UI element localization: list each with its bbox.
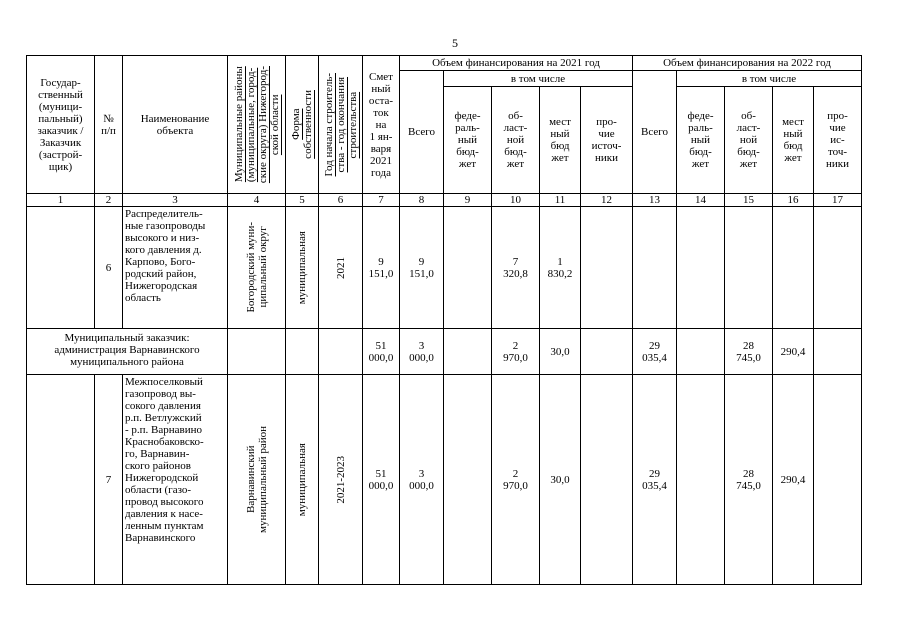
- header-ownership-text: Форма собственности: [290, 90, 314, 159]
- row-total-2022: [633, 207, 677, 329]
- table-row: [27, 207, 862, 329]
- header-federal-2022: феде- раль- ный бюд- жет: [677, 87, 725, 194]
- row-local-2022: 290,4: [773, 375, 814, 585]
- row-district-text: Варнавинский муниципальный район: [244, 426, 269, 533]
- col-number: 11: [540, 194, 581, 207]
- row-regional-2022: [725, 207, 773, 329]
- col-number: 2: [95, 194, 123, 207]
- row-regional-2022: 28 745,0: [725, 329, 773, 375]
- row-local-2022: 290,4: [773, 329, 814, 375]
- row-federal-2022: [677, 329, 725, 375]
- col-number: 6: [319, 194, 363, 207]
- row-customer: [27, 207, 95, 329]
- header-local-2022: мест ный бюд жет: [773, 87, 814, 194]
- row-customer-label: Муниципальный заказчик: администрация Варнавинского муниципального района: [27, 329, 228, 375]
- row-other-2021: [581, 375, 633, 585]
- header-total-2022: Всего: [633, 71, 677, 194]
- header-object-name: Наименование объекта: [123, 56, 228, 194]
- row-total-2021: 3 000,0: [400, 375, 444, 585]
- table-row-customer: [27, 329, 862, 375]
- header-row-1: [27, 56, 862, 71]
- row-regional-2022: 28 745,0: [725, 375, 773, 585]
- header-incl-2022: в том числе: [677, 71, 862, 87]
- row-ownership-text: муниципальная: [296, 230, 308, 305]
- header-num: № п/п: [95, 56, 123, 194]
- row-remaining: 9 151,0: [363, 207, 400, 329]
- header-regional-2021: об- ласт- ной бюд- жет: [492, 87, 540, 194]
- row-ownership-text: муниципальная: [296, 442, 308, 517]
- col-number: 17: [814, 194, 862, 207]
- col-number: 3: [123, 194, 228, 207]
- row-federal-2022: [677, 207, 725, 329]
- header-remaining: Смет ный оста- ток на 1 ян- варя 2021 года: [363, 56, 400, 194]
- row-other-2022: [814, 329, 862, 375]
- row-num: 6: [95, 207, 123, 329]
- header-years-text: Год начала строитель- ства - год окончания строительства: [322, 72, 359, 177]
- row-regional-2021: 2 970,0: [492, 329, 540, 375]
- row-total-2021: 9 151,0: [400, 207, 444, 329]
- row-total-2022: 29 035,4: [633, 329, 677, 375]
- row-num: 7: [95, 375, 123, 585]
- table-row: [27, 375, 862, 585]
- header-years: [319, 56, 363, 194]
- row-total-2021: 3 000,0: [400, 329, 444, 375]
- row-district: [228, 207, 286, 329]
- header-other-2022: про- чие ис- точ- ники: [814, 87, 862, 194]
- row-ownership: [286, 329, 319, 375]
- row-other-2021: [581, 207, 633, 329]
- row-federal-2021: [444, 375, 492, 585]
- col-number: 1: [27, 194, 95, 207]
- col-number: 10: [492, 194, 540, 207]
- header-fin-2022: Объем финансирования на 2022 год: [633, 56, 862, 71]
- col-number: 5: [286, 194, 319, 207]
- header-districts: [228, 56, 286, 194]
- col-number: 9: [444, 194, 492, 207]
- column-numbers-row: [27, 194, 862, 207]
- row-years: [319, 375, 363, 585]
- header-local-2021: мест ный бюд жет: [540, 87, 581, 194]
- row-regional-2021: 7 320,8: [492, 207, 540, 329]
- col-number: 7: [363, 194, 400, 207]
- col-number: 16: [773, 194, 814, 207]
- col-number: 12: [581, 194, 633, 207]
- col-number: 4: [228, 194, 286, 207]
- row-regional-2021: 2 970,0: [492, 375, 540, 585]
- row-local-2022: [773, 207, 814, 329]
- row-district-text: Богородский муни- ципальный округ: [244, 222, 269, 313]
- row-district: [228, 375, 286, 585]
- row-remaining: 51 000,0: [363, 329, 400, 375]
- header-ownership: [286, 56, 319, 194]
- header-incl-2021: в том числе: [444, 71, 633, 87]
- page-number: 5: [452, 36, 458, 50]
- header-other-2021: про- чие источ- ники: [581, 87, 633, 194]
- row-other-2022: [814, 375, 862, 585]
- row-federal-2021: [444, 207, 492, 329]
- row-years-text: 2021: [334, 256, 347, 279]
- col-number: 8: [400, 194, 444, 207]
- row-years: [319, 329, 363, 375]
- col-number: 13: [633, 194, 677, 207]
- header-customer: Государ- ственный (муници- пальный) заказчик / Заказчик (застрой- щик): [27, 56, 95, 194]
- header-regional-2022: об- ласт- ной бюд- жет: [725, 87, 773, 194]
- row-local-2021: 30,0: [540, 329, 581, 375]
- col-number: 14: [677, 194, 725, 207]
- header-total-2021: Всего: [400, 71, 444, 194]
- row-ownership: [286, 207, 319, 329]
- row-years: [319, 207, 363, 329]
- row-remaining: 51 000,0: [363, 375, 400, 585]
- col-number: 15: [725, 194, 773, 207]
- header-fin-2021: Объем финансирования на 2021 год: [400, 56, 633, 71]
- row-total-2022: 29 035,4: [633, 375, 677, 585]
- row-local-2021: 30,0: [540, 375, 581, 585]
- row-federal-2021: [444, 329, 492, 375]
- row-years-text: 2021-2023: [334, 455, 347, 504]
- header-districts-text: Муниципальные районы (муниципальные, город- ские округа) Нижегород- ской области: [232, 65, 281, 184]
- row-local-2021: 1 830,2: [540, 207, 581, 329]
- row-other-2022: [814, 207, 862, 329]
- financing-table: [26, 55, 862, 585]
- row-district: [228, 329, 286, 375]
- header-federal-2021: феде- раль- ный бюд- жет: [444, 87, 492, 194]
- row-other-2021: [581, 329, 633, 375]
- row-object-name: Распределитель- ные газопроводы высокого и низ- кого давления д. Карпово, Бого- родский район, Нижегородская область: [123, 207, 228, 329]
- row-federal-2022: [677, 375, 725, 585]
- row-ownership: [286, 375, 319, 585]
- row-customer: [27, 375, 95, 585]
- row-object-name: Межпоселковый газопровод вы- сокого давления р.п. Ветлужский - р.п. Варнавино Краснобаковско- го, Варнавин- ского районов Нижегородской области (газо- провод высокого давления к насе- ленным пунктам Варнавинского: [123, 375, 228, 585]
